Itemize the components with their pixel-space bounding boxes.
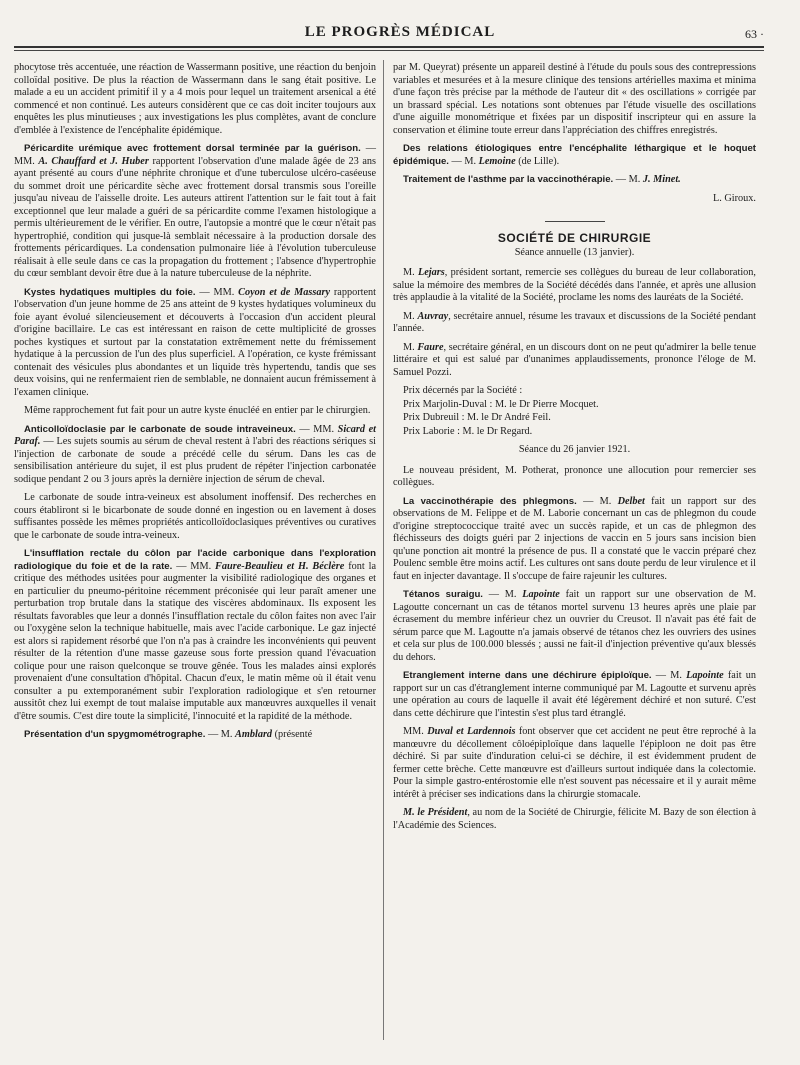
dash: — M. <box>576 495 618 507</box>
paragraph: Même rapprochement fut fait pour un autre kyste énucléé en entier par le chirurgien. <box>24 405 371 416</box>
section-divider <box>545 221 605 222</box>
paragraph-president <box>393 807 756 832</box>
prefix: M. <box>403 267 418 278</box>
article-heading: Péricardite urémique avec frottement dorsal terminée par la guérison. <box>24 143 361 154</box>
article-anticolloidoclasie <box>14 424 376 487</box>
running-title: LE PROGRÈS MÉDICAL <box>304 24 496 40</box>
article-body: fait un rapport sur un cas d'étranglement interne communiqué par M. Lagoutte et survenu après une opération au cours de laquelle il avait été légèrement déchiré et non suturé. C'est dans cette déchirure que l'intestin s'est plus tard étranglé. <box>393 670 756 719</box>
dash: — M. <box>651 670 687 681</box>
article-asthme <box>393 174 756 187</box>
session-heading: Séance du 26 janvier 1921. <box>518 444 631 455</box>
authors: Coyon et de Massary <box>238 286 331 298</box>
article-insufflation <box>14 548 376 723</box>
article-body: (présenté <box>272 729 313 740</box>
dash: — MM. <box>172 560 216 572</box>
section-title: SOCIÉTÉ DE CHIRURGIE <box>497 231 652 245</box>
prefix: M. <box>403 310 418 322</box>
page-number: 63 · <box>745 27 764 41</box>
authors: A. Chauffard et J. Huber <box>38 155 149 167</box>
article-heading: Tétanos suraigu. <box>403 589 483 600</box>
paragraph-faure <box>393 342 756 380</box>
prize-item: Prix Dubreuil : M. le Dr André Feil. <box>403 412 551 423</box>
article-tetanos <box>393 589 756 664</box>
article-body: rapportent l'observation d'une malade âgée de 23 ans ayant présenté au cours d'une néphrite chronique et d'une tuberculose ulcéro-caséeuse du sommet droit une péricardite sèche avec frottement dorsal transmis sous l'oreille jusqu'au niveau de l'aisselle droite. Les auteurs attirent l'attention sur le fait tout à fait exceptionnel que leur malade a guéri de sa péricardite comme l'examen histologique a permis ultérieurement de le vérifier. En outre, l'autopsie a montré que le cœur n'était pas hypertrophié, condition qui jusque-là semblait nécessaire à la production dorsale des frottements péricardiques. La condensation pulmonaire liée à l'évolution tuberculeuse réalisait à elle seule dans ce cas la propagation du frottement ; l'absence d'hypertrophie du cœur semblant devoir être due à la nature tuberculeuse de la néphrite. <box>14 155 376 279</box>
dash: — MM. <box>14 143 377 167</box>
person-name: Faure <box>417 341 444 353</box>
authors: Sicard et Paraf. <box>14 423 376 447</box>
article-heading: Kystes hydatiques multiples du foie. <box>24 286 196 298</box>
article-spygmometrographe <box>14 729 376 742</box>
header-rule <box>14 46 764 48</box>
dash: — MM. <box>295 423 338 435</box>
authors: Amblard <box>235 729 273 740</box>
paragraph: Le carbonate de soude intra-veineux est absolument inoffensif. Des recherches en cours établiront si le bicarbonate de soude donné en ingestion ou en lavement à doses suffisantes possède les mêmes propriétés anticolloïdoclasiques préventives ou curatives que le carbonate de soude intra-veineux. <box>14 492 376 541</box>
article-pericardite <box>14 143 376 281</box>
prize-item: Prix Laborie : M. le Dr Regard. <box>403 425 533 437</box>
article-heading: Etranglement interne dans une déchirure épiploïque. <box>403 670 652 681</box>
dash: — M. <box>205 729 236 740</box>
left-column <box>14 62 376 748</box>
paragraph: par M. Queyrat) présente un appareil destiné à l'étude du pouls sous des contrepressions variables et mesurées et à la mesure clinique des tensions artérielles maxima et minima d'une façon très précise par la méthode de l'auteur dit « des oscillations » corrigée par un brassard spécial. Les notations sont obtenues par l'étude visuelle des oscillations d'une aiguille monométrique et fixées par un dispositif inscripteur qui en assure la conservation et élimine toute erreur dans l'appréciation des chiffres enregistrés. <box>393 62 756 136</box>
article-body: — Les sujets soumis au sérum de cheval restent à l'abri des réactions sériques si l'injection de carbonate de soude a précédé celle du sérum. Dans les cas de sensibilisation antérieure du sujet, il est plus prudent de répéter l'injection carbonatée sodique pendant 2 ou 3 jours après la dernière injection de sérum de cheval. <box>14 436 376 485</box>
signature: L. Giroux. <box>713 192 756 204</box>
article-heading: La vaccinothérapie des phlegmons. <box>403 495 577 507</box>
header-rule-thin <box>14 50 764 51</box>
paragraph-body: , secrétaire général, en un discours dont on ne peut qu'admirer la belle tenue littéraire et qui est salué par d'unanimes applaudissements, prononce l'éloge de M. Samuel Pozzi. <box>393 341 756 378</box>
dash: — M. <box>613 174 643 185</box>
paragraph-body: font observer que cet accident ne peut être reproché à la manœuvre du décollement côloépiploïque dans laquelle l'épiploon ne doit pas être déchiré. Si par suite d'induration celui-ci se déchire, il est évidemment prudent de fermer cette brèche. Cette manœuvre est d'ailleurs surtout indiquée dans la colectomie. Pour la simple gastro-entérostomie elle n'est souvent pas nécessaire et il y aurait même intérêt à préciser ses indications dans la chirurgie stomacale. <box>393 726 757 800</box>
dash: — MM. <box>195 286 239 298</box>
authors: Lemoine <box>478 155 516 167</box>
authors: Faure-Beaulieu et H. Béclère <box>215 560 345 572</box>
paragraph: Le nouveau président, M. Potherat, prononce une allocution pour remercier ses collègues. <box>393 464 756 488</box>
article-body: (de Lille). <box>515 155 560 167</box>
article-etranglement <box>393 670 756 720</box>
paragraph-duval <box>393 726 756 801</box>
article-heading: Anticolloïdoclasie par le carbonate de soude intraveineux. <box>24 423 296 435</box>
column-divider <box>383 60 384 1040</box>
paragraph: phocytose très accentuée, une réaction de Wassermann positive, une réaction du benjoin colloïdal positive. De plus la réaction de Wassermann dans le sang était positive. Le malade a eu un accident primitif il y a 4 mois pour lequel un traitement arsenical a été commencé et non continué. Les auteurs considèrent que ce cas doit inciter toujours aux enquêtes les plus minutieuses ; aux investigations les plus complètes, avant de conclure d'emblée à l'existence de l'encéphalite épidémique. <box>14 62 376 136</box>
article-heading: Des relations étiologiques entre l'encéphalite léthargique et le hoquet épidémique. <box>393 143 756 167</box>
dash: — M. <box>482 589 523 600</box>
prefix: MM. <box>403 726 428 737</box>
right-column <box>393 62 756 838</box>
prize-item: Prix décernés par la Société : <box>403 385 523 396</box>
article-heading: Traitement de l'asthme par la vaccinothérapie. <box>403 174 614 185</box>
page-header <box>0 0 800 46</box>
authors: J. Minet. <box>642 174 681 185</box>
paragraph-body: , au nom de la Société de Chirurgie, félicite M. Bazy de son élection à l'Académie des Sciences. <box>393 807 756 831</box>
person-name: Lejars <box>418 267 445 278</box>
prize-list <box>393 385 756 438</box>
dash: — M. <box>448 155 479 167</box>
prize-item: Prix Marjolin-Duval : M. le Dr Pierre Mocquet. <box>403 398 599 410</box>
session-heading: Séance annuelle (13 janvier). <box>514 246 635 258</box>
article-body: fait un rapport sur une observation de M. Lagoutte concernant un cas de tétanos mortel survenu 13 heures après une plaie par écrasement du membre inférieur chez un ouvrier du Creusot. Il n'avait pas été fait de sérum parce que M. Lagoutte n'a jamais observé de tétanos chez les ouvriers des usines et cela sur plus de 100.000 blessés ; aussi ne fait-il d'injection préventive qu'aux blessés du dehors. <box>393 589 757 663</box>
person-name: M. le Président <box>403 807 468 818</box>
paragraph-lejars <box>393 267 756 305</box>
paragraph-auvray <box>393 311 756 336</box>
article-vaccinotherapie <box>393 496 756 584</box>
article-body: fait un rapport sur des observations de M. Felippe et de M. Laborie concernant un cas de phlegmon du coude d'origine streptococcique traité avec un succès rapide, et un cas de phlegmon des fléchisseurs des doigts guéri par 2 injections de vaccin en 5 jours sans incision bien qu'une ponction ait montré la présence de pus. Il a constaté que le vaccin préparé chez Poulenc semble être moins actif. Les cultures ont sans doute perdu de leur virulence et il faut en injecter davantage. Il s'occupe de faire rajeunir les cultures. <box>393 495 757 582</box>
person-name: Auvray <box>417 310 449 322</box>
authors: Lapointe <box>522 589 560 600</box>
authors: Lapointe <box>686 670 724 681</box>
paragraph-body: , secrétaire annuel, résume les travaux et discussions de la Société pendant l'année. <box>393 310 756 334</box>
article-body: font la critique des méthodes usitées pour augmenter la visibilité radiologique des organes et en particulier du pneumo-péritoine récemment préconisée qui leur paraît amener une perturbation trop brutale dans la statique des viscères abdominaux. Ils exposent les résultats favorables que leur a donnés l'insufflation rectale du côlon faites non avec l'air ou l'oxygène selon la technique habituelle, mais avec l'acide carbonique. Le gaz injecté est alors si rapidement résorbé que l'on n'a pas à craindre les inconvénients qui peuvent résulter de la rétention d'une masse gazeuse sous forte pression quand l'évacuation colique pour une raison quelconque se trouve gênée. Tous les malades ainsi explorés provenaient d'une consultation d'hôpital. Chacun d'eux, le matin même où il était venu consulter a pu extemporanément subir l'exploration radiologique et s'en retourner aussitôt chez lui exempt de tout malaise imputable aux manœuvres auxquelles il venait d'être soumis. C'est dire toute la simplicité, l'innocuité et la rapidité de la méthode. <box>14 560 377 722</box>
prefix: M. <box>403 341 418 353</box>
article-heading: Présentation d'un spygmométrographe. <box>24 729 206 740</box>
article-heading: L'insufflation rectale du côlon par l'acide carbonique dans l'exploration radiologique du foie et de la rate. <box>14 548 376 572</box>
article-body: rapportent l'observation d'un jeune homme de 25 ans atteint de 9 kystes hydatiques volumineux du foie ayant évolué silencieusement et découverts à l'occasion d'un accident pleural d'origine bacillaire. Le cas est intéressant en raison de cette multiplicité de grosses poches kystiques et surtout par la constatation extrêmement nette du frémissement hydatique à la percussion de l'un des plus superficiel. A l'opération, ce kyste frémissant contenait des vésicules plus abondantes et un liquide très hypertendu, tandis que ses deux voisins, qui ne renfermaient rien de semblable, ne donnaient aucun frémissement à l'examen clinique. <box>14 286 376 398</box>
article-encephalite <box>393 143 756 168</box>
person-name: Duval et Lardennois <box>427 726 516 737</box>
authors: Delbet <box>617 495 645 507</box>
article-kystes <box>14 287 376 400</box>
paragraph-body: , président sortant, remercie ses collègues du bureau de leur collaboration, salue la mémoire des membres de la Société décédés dans l'année, et après une allusion très applaudie à la vitalité de la Société, proclame les noms des lauréats de la Société. <box>393 267 756 303</box>
